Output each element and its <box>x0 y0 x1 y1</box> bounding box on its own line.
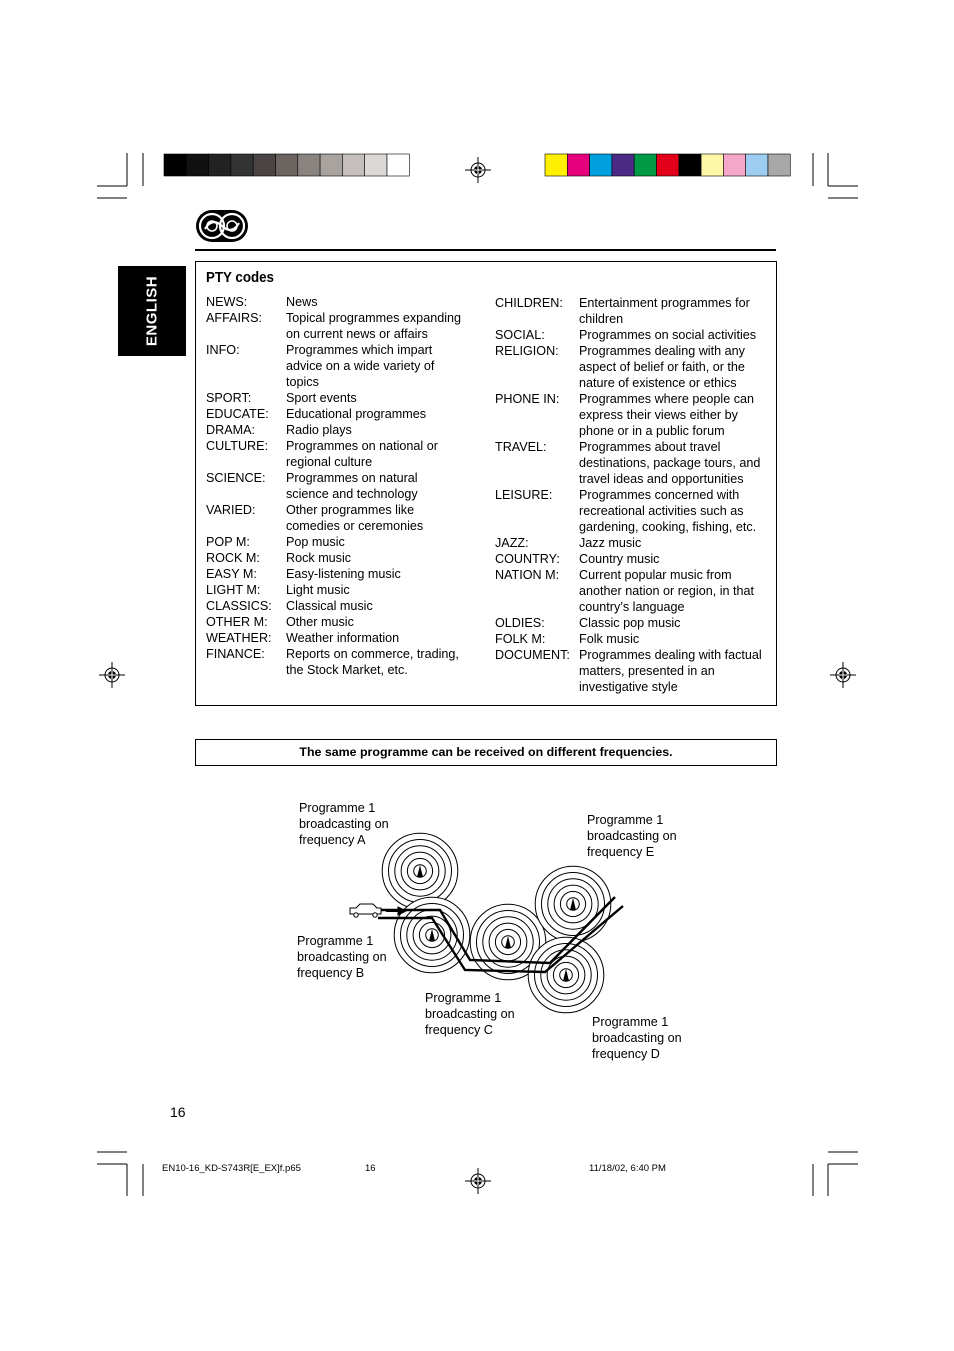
footer-page: 16 <box>365 1163 376 1174</box>
pty-code: DOCUMENT: <box>495 648 570 662</box>
section-title: PTY codes <box>206 270 274 286</box>
pty-code: POP M: <box>206 535 250 549</box>
pty-description: Classical music <box>286 599 373 613</box>
pty-description: Weather information <box>286 631 400 645</box>
pty-code: SPORT: <box>206 391 252 405</box>
pty-description: Reports on commerce, trading, the Stock Market, etc. <box>286 647 459 677</box>
pty-description: Country music <box>579 552 660 566</box>
pty-code: SOCIAL: <box>495 328 545 342</box>
page-number: 16 <box>170 1104 186 1120</box>
pty-code: PHONE IN: <box>495 392 560 406</box>
pty-description: Rock music <box>286 551 352 565</box>
pty-description: Programmes where people can express their views either by phone or in a public forum <box>579 392 755 438</box>
pty-description: Current popular music from another nation or region, in that country’s language <box>579 568 755 614</box>
pty-description: Topical programmes expanding on current news or affairs <box>286 311 462 341</box>
transmitter-icon <box>382 833 458 909</box>
pty-description: Programmes dealing with any aspect of belief or faith, or the nature of existence or ethics <box>579 344 745 390</box>
pty-code: ROCK M: <box>206 551 260 565</box>
label-frequency-b: Programme 1 broadcasting on frequency B <box>297 934 387 980</box>
pty-code: SCIENCE: <box>206 471 266 485</box>
pty-code: OLDIES: <box>495 616 545 630</box>
pty-description: Entertainment programmes for children <box>579 296 750 326</box>
pty-code: DRAMA: <box>206 423 255 437</box>
pty-code: LEISURE: <box>495 488 553 502</box>
pty-code: FINANCE: <box>206 647 265 661</box>
pty-description: Sport events <box>286 391 357 405</box>
pty-description: Programmes concerned with recreational activities such as gardening, cooking, fishing, etc. <box>579 488 757 534</box>
pty-code: OTHER M: <box>206 615 268 629</box>
pty-description: Educational programmes <box>286 407 427 421</box>
pty-description: Light music <box>286 583 350 597</box>
pty-code: RELIGION: <box>495 344 559 358</box>
label-frequency-e: Programme 1 broadcasting on frequency E <box>587 813 677 859</box>
pty-code: CHILDREN: <box>495 296 563 310</box>
pty-description: Programmes on national or regional culture <box>286 439 438 469</box>
pty-description: Programmes on natural science and technology <box>286 471 418 501</box>
pty-code: JAZZ: <box>495 536 529 550</box>
pty-description: Other music <box>286 615 354 629</box>
label-frequency-c: Programme 1 broadcasting on frequency C <box>425 991 515 1037</box>
transmitter-icon <box>528 937 604 1013</box>
pty-code: LIGHT M: <box>206 583 261 597</box>
pty-code: TRAVEL: <box>495 440 547 454</box>
pty-code: AFFAIRS: <box>206 311 262 325</box>
pty-code: COUNTRY: <box>495 552 560 566</box>
footer-file: EN10-16_KD-S743R[E_EX]f.p65 <box>162 1163 301 1174</box>
pty-code: VARIED: <box>206 503 256 517</box>
pty-description: Folk music <box>579 632 640 646</box>
pty-code: EDUCATE: <box>206 407 269 421</box>
car-icon <box>350 904 381 917</box>
pty-code: NEWS: <box>206 295 248 309</box>
pty-description: Classic pop music <box>579 616 681 630</box>
transmitter-icon <box>535 866 611 942</box>
pty-description: Programmes which impart advice on a wide variety of topics <box>286 343 435 389</box>
label-frequency-a: Programme 1 broadcasting on frequency A <box>299 801 389 847</box>
pty-description: Programmes about travel destinations, package tours, and travel ideas and opportunities <box>579 440 761 486</box>
pty-description: Jazz music <box>579 536 642 550</box>
pty-description: News <box>286 295 318 309</box>
language-tab-label: ENGLISH <box>143 275 161 347</box>
footer-timestamp: 11/18/02, 6:40 PM <box>589 1163 666 1174</box>
pty-description: Pop music <box>286 535 345 549</box>
pty-description: Programmes dealing with factual matters, presented in an investigative style <box>579 648 762 694</box>
pty-code: CULTURE: <box>206 439 269 453</box>
notice-banner: The same programme can be received on different frequencies. <box>195 739 777 766</box>
pty-code: EASY M: <box>206 567 257 581</box>
pty-code: FOLK M: <box>495 632 546 646</box>
pty-description: Radio plays <box>286 423 352 437</box>
pty-code: WEATHER: <box>206 631 272 645</box>
pty-code: CLASSICS: <box>206 599 272 613</box>
label-frequency-d: Programme 1 broadcasting on frequency D <box>592 1015 682 1061</box>
pty-description: Programmes on social activities <box>579 328 757 342</box>
pty-code: NATION M: <box>495 568 560 582</box>
pty-description: Other programmes like comedies or ceremonies <box>286 503 424 533</box>
pty-code: INFO: <box>206 343 240 357</box>
pty-description: Easy-listening music <box>286 567 401 581</box>
